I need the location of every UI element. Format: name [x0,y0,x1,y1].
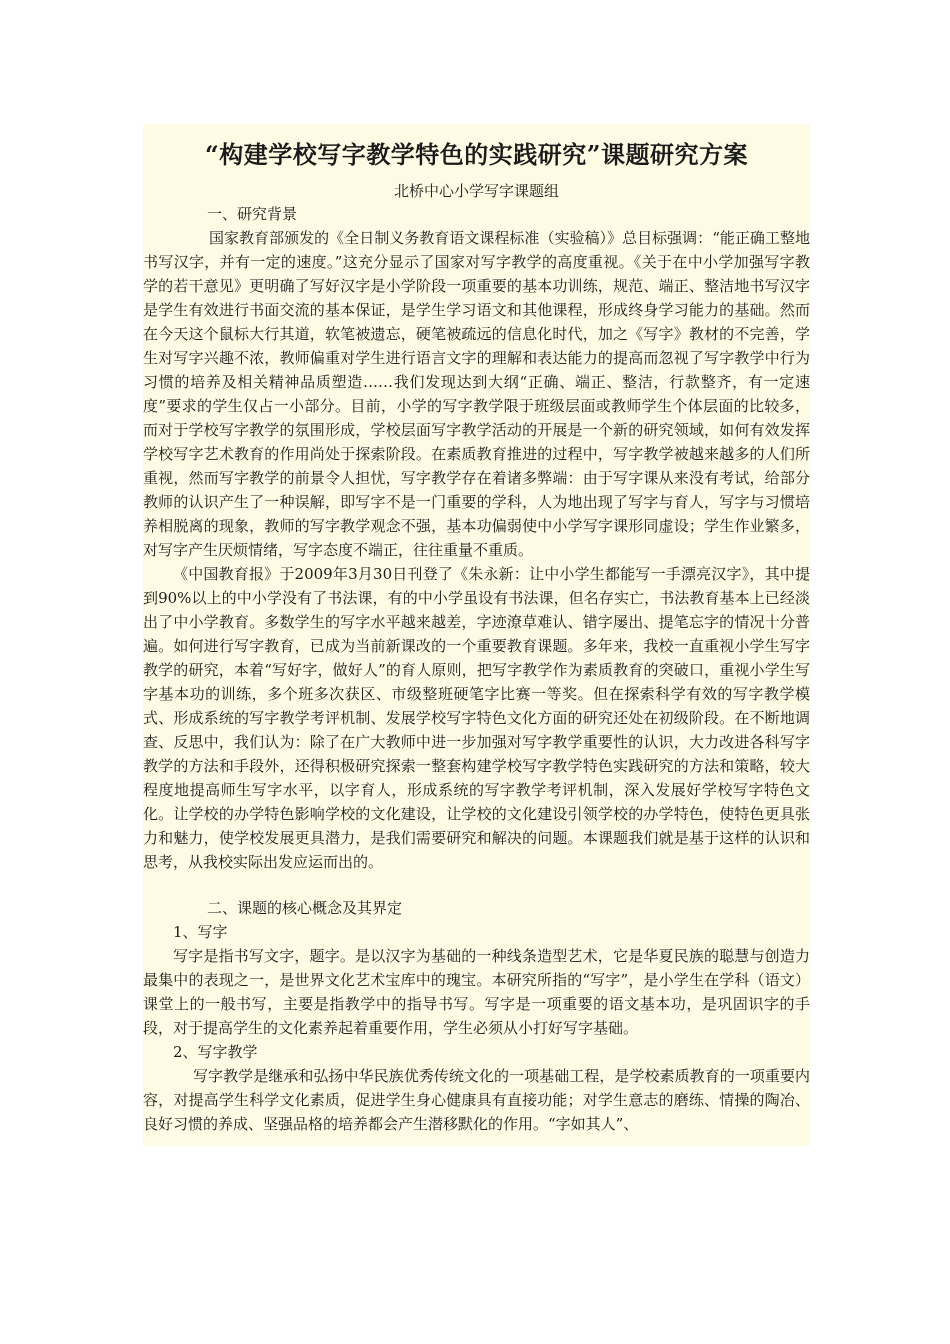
subsection1-heading: 1、写字 [173,923,228,941]
section1-heading: 一、研究背景 [207,205,298,223]
subsection1-paragraph: 写字是指书写文字，题字。是以汉字为基础的一种线条造型艺术，它是华夏民族的聪慧与创造力最集中的表现之一，是世界文化艺术宝库中的瑰宝。本研究所指的“写字”，是小学生在学科（语文）课堂上的一般书写，主要是指教学中的指导书写。写字是一项重要的语文基本功，是巩固识字的手段，对于提高学生的文化素养起着重要作用，学生必须从小打好写字基础。 [143,947,810,1037]
document-content [143,202,810,1136]
subsection2-heading: 2、写字教学 [173,1043,258,1061]
section1-paragraph-2: 《中国教育报》于2009年3月30日刊登了《朱永新：让中小学生都能写一手漂亮汉字》，其中提到90%以上的中小学没有了书法课，有的中小学虽设有书法课，但名存实亡，书法教育基本上已经淡出了中小学教育。多数学生的写字水平越来越差，字迹潦草难认、错字屡出、提笔忘字的情况十分普遍。如何进行写字教育，已成为当前新课改的一个重要教育课题。多年来，我校一直重视小学生写字教学的研究，本着“写好字，做好人”的育人原则，把写字教学作为素质教育的突破口，重视小学生写字基本功的训练，多个班多次获区、市级整班硬笔字比赛一等奖。但在探索科学有效的写字教学模式、形成系统的写字教学考评机制、发展学校写字特色文化方面的研究还处在初级阶段。在不断地调查、反思中，我们认为：除了在广大教师中进一步加强对写字教学重要性的认识，大力改进各科写字教学的方法和手段外，还得积极研究探索一整套构建学校写字教学特色实践研究的方法和策略，较大程度地提高师生写字水平，以字育人，形成系统的写字教学考评机制，深入发展好学校写字特色文化。让学校的办学特色影响学校的文化建设，让学校的文化建设引领学校的办学特色，使特色更具张力和魅力，使学校发展更具潜力，是我们需要研究和解决的问题。本课题我们就是基于这样的认识和思考，从我校实际出发应运而出的。 [143,565,810,871]
section2-heading: 二、课题的核心概念及其界定 [207,899,403,917]
document-author: 北桥中心小学写字课题组 [393,182,559,200]
document-title: “构建学校写字教学特色的实践研究”课题研究方案 [204,140,749,169]
section-spacer [143,874,810,896]
section1-paragraph-1: 国家教育部颁发的《全日制义务教育语文课程标准（实验稿）》总目标强调：“能正确工整地书写汉字，并有一定的速度。”这充分显示了国家对写字教学的高度重视。《关于在中小学加强写字教学的若干意见》更明确了写好汉字是小学阶段一项重要的基本功训练，规范、端正、整洁地书写汉字是学生有效进行书面交流的基本保证，是学生学习语文和其他课程，形成终身学习能力的基础。然而在今天这个鼠标大行其道，软笔被遗忘，硬笔被疏远的信息化时代，加之《写字》教材的不完善，学生对写字兴趣不浓，教师偏重对学生进行语言文字的理解和表达能力的提高而忽视了写字教学中行为习惯的培养及相关精神品质塑造……我们发现达到大纲“正确、端正、整洁，行款整齐，有一定速度”要求的学生仅占一小部分。目前，小学的写字教学限于班级层面或教师学生个体层面的比较多，而对于学校写字教学的氛围形成，学校层面写字教学活动的开展是一个新的研究领域，如何有效发挥学校写字艺术教育的作用尚处于探索阶段。在素质教育推进的过程中，写字教学被越来越多的人们所重视，然而写字教学的前景令人担忧，写字教学存在着诸多弊端：由于写字课从来没有考试，给部分教师的认识产生了一种误解，即写字不是一门重要的学科，人为地出现了写字与育人，写字与习惯培养相脱离的现象，教师的写字教学观念不强，基本功偏弱使中小学写字课形同虚设；学生作业繁多，对写字产生厌烦情绪，写字态度不端正，往往重量不重质。 [143,229,810,559]
document-body [143,124,810,1146]
subsection2-paragraph: 写字教学是继承和弘扬中华民族优秀传统文化的一项基础工程，是学校素质教育的一项重要内容，对提高学生科学文化素质，促进学生身心健康具有直接功能；对学生意志的磨练、情操的陶冶、良好习惯的养成、坚强品格的培养都会产生潜移默化的作用。“字如其人”、 [143,1067,810,1133]
